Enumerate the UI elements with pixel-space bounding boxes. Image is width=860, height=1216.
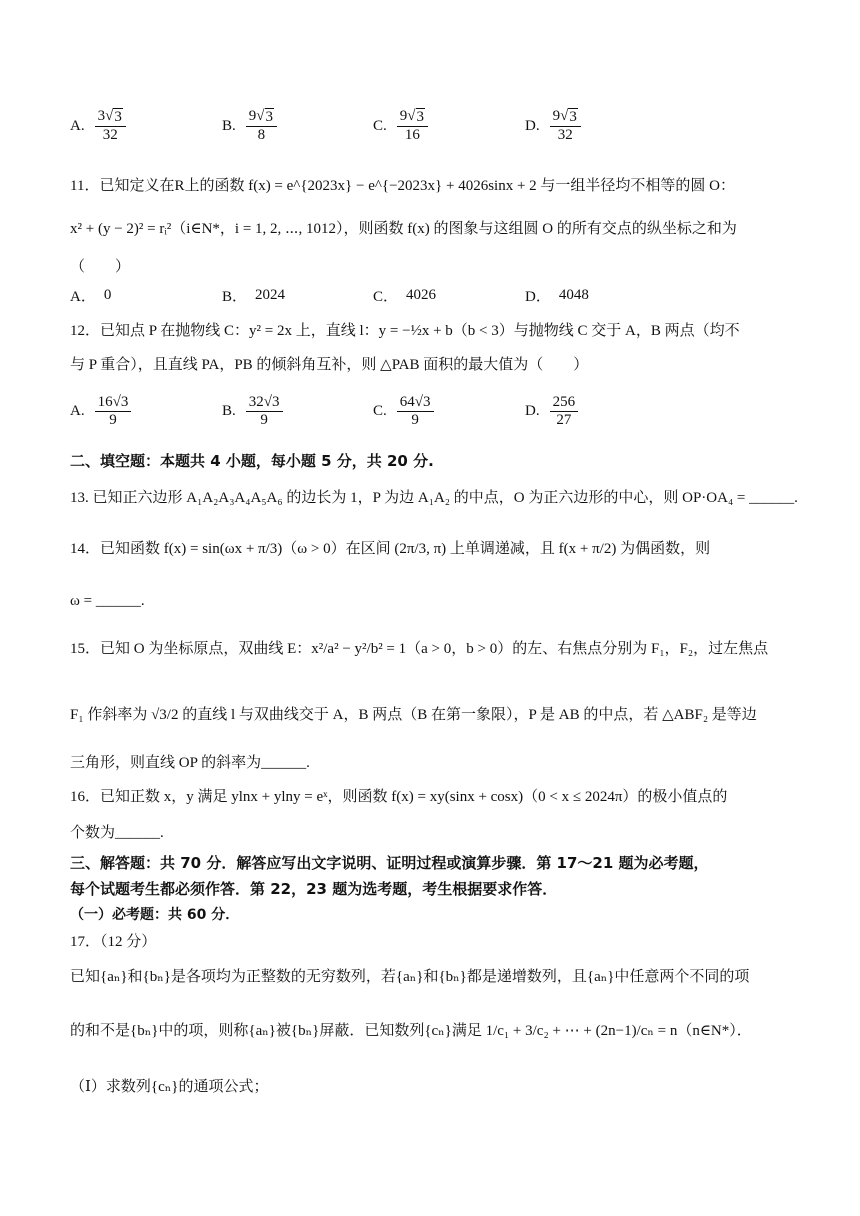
q17-head: 17．（12 分） xyxy=(70,934,157,950)
q11-option-d: D． 4048 xyxy=(525,287,589,305)
q10-option-b: B. 9 √ 3 8 xyxy=(222,108,279,145)
q11-line1: 11．已知定义在R上的函数 f(x) = e^{2023x} − e^{−2023x} + 4026sinx + 2 与一组半径均不相等的圆 O： xyxy=(70,178,736,194)
q11-option-a: A． 0 xyxy=(70,287,112,305)
q14-line2: ω = ______. xyxy=(70,593,145,609)
q10-option-c: C. 9 √ 3 16 xyxy=(373,108,430,145)
q16-line1: 16．已知正数 x，y 满足 ylnx + ylny = eˣ，则函数 f(x) = xy(sinx + cosx)（0 < x ≤ 2024π）的极小值点的 xyxy=(70,789,728,805)
q15-line2: F₁ 作斜率为 √3/2 的直线 l 与双曲线交于 A，B 两点（B 在第一象限），P 是 AB 的中点，若 △ABF₂ 是等边 xyxy=(70,707,757,723)
q15-line1: 15．已知 O 为坐标原点，双曲线 E：x²/a² − y²/b² = 1（a > 0，b > 0）的左、右焦点分别为 F₁，F₂，过左焦点 xyxy=(70,641,769,657)
q15-line3: 三角形，则直线 OP 的斜率为______. xyxy=(70,755,310,771)
q10-option-a: A. 3 √ 3 32 xyxy=(70,108,128,145)
q11-option-b: B． 2024 xyxy=(222,287,286,305)
subsection-required: （一）必考题：共 60 分． xyxy=(70,907,240,923)
q12-line2: 与 P 重合），且直线 PA，PB 的倾斜角互补，则 △PAB 面积的最大值为（ ） xyxy=(70,357,589,373)
q10-option-d-fraction: 9 √ 3 32 xyxy=(550,108,581,145)
q16-line2: 个数为______. xyxy=(70,825,164,841)
q12-option-b: B. $\frac{32√3}{9}$ xyxy=(222,394,285,430)
q12-option-a: A. $\frac{16√3}{9}$ xyxy=(70,394,133,430)
q10-option-b-fraction: 9 √ 3 8 xyxy=(246,108,277,145)
q11-line3: （ ） xyxy=(70,259,131,275)
q17-part1: （Ⅰ）求数列{cₙ}的通项公式； xyxy=(70,1079,269,1095)
q17-line2: 的和不是{bₙ}中的项，则称{aₙ}被{bₙ}屏蔽．已知数列{cₙ}满足 1/c₁ + 3/c₂ + ⋯ + (2n−1)/cₙ = n（n∈N*）． xyxy=(70,1023,752,1039)
q10-option-a-fraction: 3 √ 3 32 xyxy=(95,108,126,145)
section-3-heading-line2: 每个试题考生都必须作答．第 22，23 题为选考题，考生根据要求作答． xyxy=(70,880,558,898)
section-2-heading: 二、填空题：本题共 4 小题，每小题 5 分，共 20 分. xyxy=(70,452,434,470)
q12-line1: 12．已知点 P 在抛物线 C：y² = 2x 上，直线 l：y = −½x + b（b < 3）与抛物线 C 交于 A，B 两点（均不 xyxy=(70,323,740,339)
q12-option-c: C. $\frac{64√3}{9}$ xyxy=(373,394,436,430)
section-3-heading-line1: 三、解答题：共 70 分．解答应写出文字说明、证明过程或演算步骤．第 17～21 题为必考题， xyxy=(70,854,709,872)
q10-option-d: D. 9 √ 3 32 xyxy=(525,108,583,145)
q14-line1: 14．已知函数 f(x) = sin(ωx + π/3)（ω > 0）在区间 (2π/3, π) 上单调递减，且 f(x + π/2) 为偶函数，则 xyxy=(70,541,711,557)
q17-line1: 已知{aₙ}和{bₙ}是各项均为正整数的无穷数列，若{aₙ}和{bₙ}都是递增数列，且{aₙ}中任意两个不同的项 xyxy=(70,969,750,985)
q11-option-c: C． 4026 xyxy=(373,287,437,305)
q12-option-d: D. $\frac{256}{27}$ xyxy=(525,394,580,430)
q13-text: 13. 已知正六边形 A₁A₂A₃A₄A₅A₆ 的边长为 1，P 为边 A₁A₂ 的中点，O 为正六边形的中心，则 OP·OA₄ = ______. xyxy=(70,490,798,506)
q10-option-c-fraction: 9 √ 3 16 xyxy=(397,108,428,145)
q11-line2: x² + (y − 2)² = rᵢ²（i∈N*，i = 1, 2, ⋯, 1012），则函数 f(x) 的图象与这组圆 O 的所有交点的纵坐标之和为 xyxy=(70,221,737,237)
